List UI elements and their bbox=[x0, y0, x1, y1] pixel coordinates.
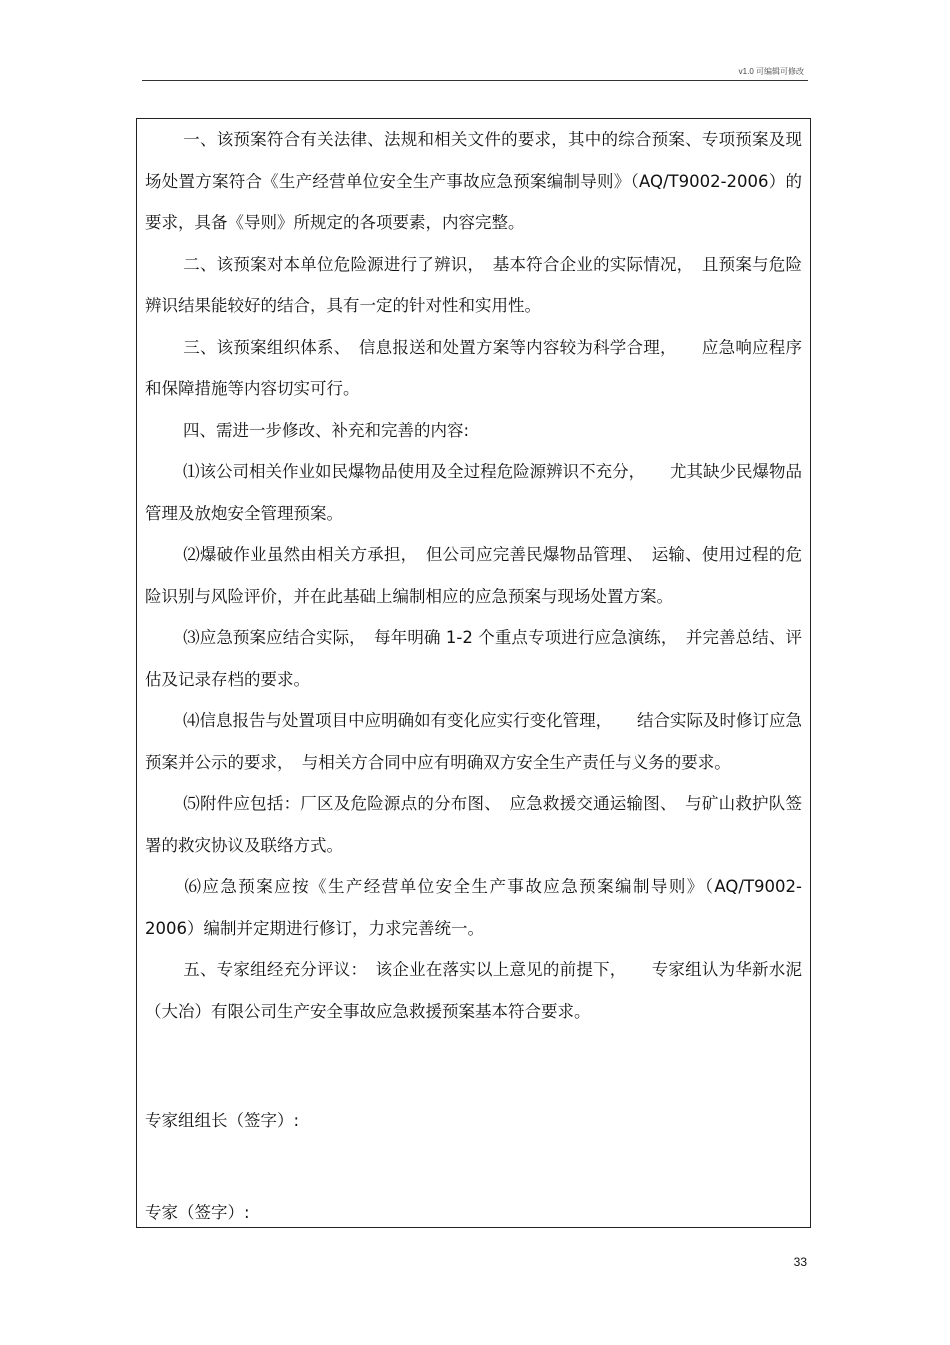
paragraph-text: ⑹应急预案应按《生产经营单位安全生产事故应急预案编制导则》（AQ/T9002-2006）编制并定期进行修订，力求完善统一。 bbox=[145, 877, 802, 938]
page-number: 33 bbox=[793, 1255, 807, 1269]
paragraph-8 bbox=[145, 700, 802, 783]
paragraph-5 bbox=[145, 451, 802, 534]
paragraph-3 bbox=[145, 327, 802, 410]
paragraph-2 bbox=[145, 244, 802, 327]
paragraph-1 bbox=[145, 119, 802, 244]
paragraph-text: ⑷信息报告与处置项目中应明确如有变化应实行变化管理， 结合实际及时修订应急预案并公示的要求， 与相关方合同中应有明确双方安全生产责任与义务的要求。 bbox=[145, 711, 802, 772]
paragraph-9 bbox=[145, 783, 802, 866]
paragraph-6 bbox=[145, 534, 802, 617]
paragraph-4 bbox=[145, 410, 802, 452]
paragraph-text: 四、需进一步修改、补充和完善的内容: bbox=[183, 420, 470, 440]
paragraph-text: ⑴该公司相关作业如民爆物品使用及全过程危险源辨识不充分， 尤其缺少民爆物品管理及放炮安全管理预案。 bbox=[145, 462, 802, 523]
paragraph-text: 二、该预案对本单位危险源进行了辨识， 基本符合企业的实际情况， 且预案与危险辨识结果能较好的结合，具有一定的针对性和实用性。 bbox=[145, 254, 802, 315]
header-version-text: v1.0 可编辑可修改 bbox=[738, 67, 804, 76]
paragraph-text: 五、专家组经充分评议： 该企业在落实以上意见的前提下， 专家组认为华新水泥（大冶）有限公司生产安全事故应急救援预案基本符合要求。 bbox=[145, 960, 802, 1021]
paragraph-text: 三、该预案组织体系、 信息报送和处置方案等内容较为科学合理， 应急响应程序和保障措施等内容切实可行。 bbox=[145, 337, 802, 398]
opinion-content bbox=[145, 119, 802, 1032]
leader-signature-label: 专家组组长（签字）: bbox=[145, 1111, 300, 1130]
paragraph-10 bbox=[145, 866, 802, 949]
paragraph-text: ⑶应急预案应结合实际， 每年明确 1-2 个重点专项进行应急演练， 并完善总结、评估及记录存档的要求。 bbox=[145, 628, 802, 689]
paragraph-text: ⑸附件应包括：厂区及危险源点的分布图、 应急救援交通运输图、 与矿山救护队签署的救灾协议及联络方式。 bbox=[145, 794, 802, 855]
expert-signature-label: 专家（签字）: bbox=[145, 1203, 250, 1222]
header-rule bbox=[142, 80, 808, 81]
opinion-box bbox=[136, 118, 811, 1228]
paragraph-text: 一、该预案符合有关法律、法规和相关文件的要求，其中的综合预案、专项预案及现场处置方案符合《生产经营单位安全生产事故应急预案编制导则》（AQ/T9002-2006）的要求，具备《导则》所规定的各项要素，内容完整。 bbox=[145, 130, 802, 232]
paragraph-11 bbox=[145, 949, 802, 1032]
paragraph-7 bbox=[145, 617, 802, 700]
paragraph-text: ⑵爆破作业虽然由相关方承担， 但公司应完善民爆物品管理、 运输、使用过程的危险识别与风险评价，并在此基础上编制相应的应急预案与现场处置方案。 bbox=[145, 545, 802, 606]
